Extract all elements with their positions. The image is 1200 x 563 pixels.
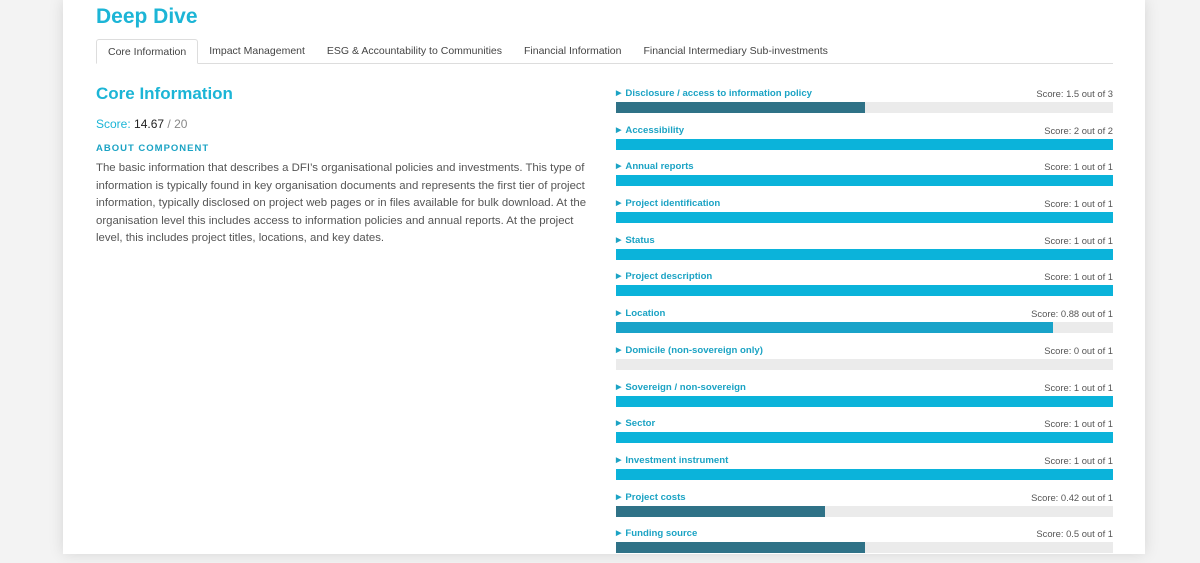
tab-impact-management[interactable]: Impact Management (209, 45, 305, 57)
component-score (96, 117, 596, 131)
score-bar-fill (616, 212, 1113, 223)
tab-esg-accountability[interactable]: ESG & Accountability to Communities (326, 45, 502, 57)
expand-triangle-icon: ▶ (616, 493, 622, 501)
indicator-label: Disclosure / access to information policy (625, 88, 812, 99)
expand-triangle-icon: ▶ (616, 420, 622, 428)
indicator-item (616, 380, 1113, 417)
score-bar-track (616, 396, 1113, 407)
indicator-toggle[interactable] (616, 345, 763, 356)
indicator-header (616, 269, 1113, 284)
indicator-item (616, 159, 1113, 196)
deep-dive-card (63, 0, 1145, 554)
expand-triangle-icon: ▶ (616, 236, 622, 244)
indicator-toggle[interactable] (616, 418, 655, 429)
expand-triangle-icon: ▶ (616, 310, 622, 318)
indicator-toggle[interactable] (616, 492, 686, 503)
indicator-toggle[interactable] (616, 125, 684, 136)
indicator-header (616, 306, 1113, 321)
score-bar-fill (616, 322, 1053, 333)
indicator-item (616, 123, 1113, 160)
indicator-label: Status (625, 234, 655, 246)
indicator-score: Score: 0.5 out of 1 (1036, 528, 1113, 540)
score-bar-track (616, 139, 1113, 150)
expand-triangle-icon: ▶ (616, 346, 622, 354)
indicator-header (616, 343, 1113, 358)
indicator-header (616, 86, 1113, 101)
indicator-header (616, 416, 1113, 431)
about-heading: ABOUT COMPONENT (96, 143, 210, 154)
expand-triangle-icon: ▶ (616, 200, 622, 208)
expand-triangle-icon: ▶ (616, 163, 622, 171)
indicator-toggle[interactable] (616, 161, 694, 172)
score-bar-track (616, 212, 1113, 223)
indicator-header (616, 196, 1113, 211)
expand-triangle-icon: ▶ (616, 530, 622, 538)
score-bar-fill (616, 249, 1113, 260)
indicator-item (616, 416, 1113, 453)
indicator-header (616, 453, 1113, 468)
page-title: Deep Dive (96, 5, 198, 28)
indicator-score: Score: 2 out of 2 (1044, 124, 1113, 136)
score-bar-track (616, 506, 1113, 517)
indicator-score: Score: 0 out of 1 (1044, 344, 1113, 356)
component-description: The basic information that describes a DFI’s organisational policies and investments. This type of information is typically found in key organisation documents and represents the first tier of project information, typically disclosed on project web pages or in files available for bulk download. At the organisation level this includes access to information policies and annual reports. At the project level, this includes project titles, locations, and key dates. (96, 162, 587, 244)
indicator-toggle[interactable] (616, 198, 720, 209)
score-bar-track (616, 102, 1113, 113)
score-bar-track (616, 249, 1113, 260)
score-bar-fill (616, 396, 1113, 407)
expand-triangle-icon: ▶ (616, 456, 622, 464)
indicator-header (616, 159, 1113, 174)
indicator-label: Sector (625, 418, 656, 430)
indicator-score: Score: 0.88 out of 1 (1031, 308, 1113, 320)
indicator-toggle[interactable] (616, 271, 712, 282)
indicator-label: Domicile (non-sovereign only) (625, 344, 763, 356)
indicator-label: Project description (625, 271, 713, 283)
score-total: / 20 (167, 117, 188, 131)
score-bar-track (616, 175, 1113, 186)
indicator-header (616, 490, 1113, 505)
indicator-item (616, 233, 1113, 270)
indicator-toggle[interactable] (616, 308, 665, 319)
indicator-score: Score: 1 out of 1 (1044, 234, 1113, 246)
indicator-toggle[interactable] (616, 235, 655, 246)
expand-triangle-icon: ▶ (616, 383, 622, 391)
indicator-score: Score: 0.42 out of 1 (1031, 491, 1113, 503)
indicator-header (616, 233, 1113, 248)
score-bar-fill (616, 102, 865, 113)
score-bar-fill (616, 506, 825, 517)
indicator-toggle[interactable] (616, 528, 697, 539)
score-bar-fill (616, 139, 1113, 150)
indicator-item (616, 490, 1113, 527)
indicator-item (616, 196, 1113, 233)
indicator-list (616, 86, 1113, 563)
score-bar-fill (616, 469, 1113, 480)
score-bar-fill (616, 285, 1113, 296)
indicator-item (616, 306, 1113, 343)
indicator-label: Investment instrument (625, 454, 729, 466)
score-bar-fill (616, 432, 1113, 443)
component-summary (96, 82, 596, 248)
indicator-item (616, 343, 1113, 380)
indicator-toggle[interactable] (616, 382, 746, 393)
score-bar-track (616, 432, 1113, 443)
score-bar-track (616, 322, 1113, 333)
score-bar-track (616, 469, 1113, 480)
expand-triangle-icon: ▶ (616, 90, 622, 97)
indicator-label: Annual reports (625, 161, 694, 173)
score-bar-track (616, 542, 1113, 553)
score-value: 14.67 (134, 117, 165, 131)
indicator-item (616, 453, 1113, 490)
score-bar-track (616, 285, 1113, 296)
tab-financial-information[interactable]: Financial Information (524, 45, 622, 57)
score-bar-track (616, 359, 1113, 370)
indicator-score: Score: 1 out of 1 (1044, 271, 1113, 283)
indicator-label: Accessibility (625, 124, 685, 136)
indicator-item (616, 86, 1113, 123)
indicator-toggle[interactable] (616, 88, 812, 99)
expand-triangle-icon: ▶ (616, 126, 622, 134)
indicator-score: Score: 1 out of 1 (1044, 454, 1113, 466)
indicator-item (616, 526, 1113, 563)
indicator-score: Score: 1 out of 1 (1044, 198, 1113, 210)
indicator-label: Sovereign / non-sovereign (625, 381, 746, 393)
tab-financial-intermediary[interactable]: Financial Intermediary Sub-investments (643, 45, 828, 57)
indicator-label: Project identification (625, 198, 721, 210)
indicator-header (616, 526, 1113, 541)
score-label: Score: (96, 117, 131, 131)
tab-bar (96, 39, 1113, 64)
indicator-score: Score: 1 out of 1 (1044, 418, 1113, 430)
score-bar-fill (616, 175, 1113, 186)
indicator-score: Score: 1.5 out of 3 (1036, 88, 1113, 99)
indicator-label: Funding source (625, 528, 698, 540)
indicator-header (616, 123, 1113, 138)
indicator-label: Location (625, 308, 666, 320)
indicator-item (616, 269, 1113, 306)
score-bar-fill (616, 542, 865, 553)
indicator-score: Score: 1 out of 1 (1044, 161, 1113, 173)
indicator-toggle[interactable] (616, 455, 728, 466)
section-title: Core Information (96, 84, 233, 103)
indicator-score: Score: 1 out of 1 (1044, 381, 1113, 393)
expand-triangle-icon: ▶ (616, 273, 622, 281)
indicator-label: Project costs (625, 491, 686, 503)
tab-core-information[interactable]: Core Information (96, 39, 198, 64)
indicator-header (616, 380, 1113, 395)
